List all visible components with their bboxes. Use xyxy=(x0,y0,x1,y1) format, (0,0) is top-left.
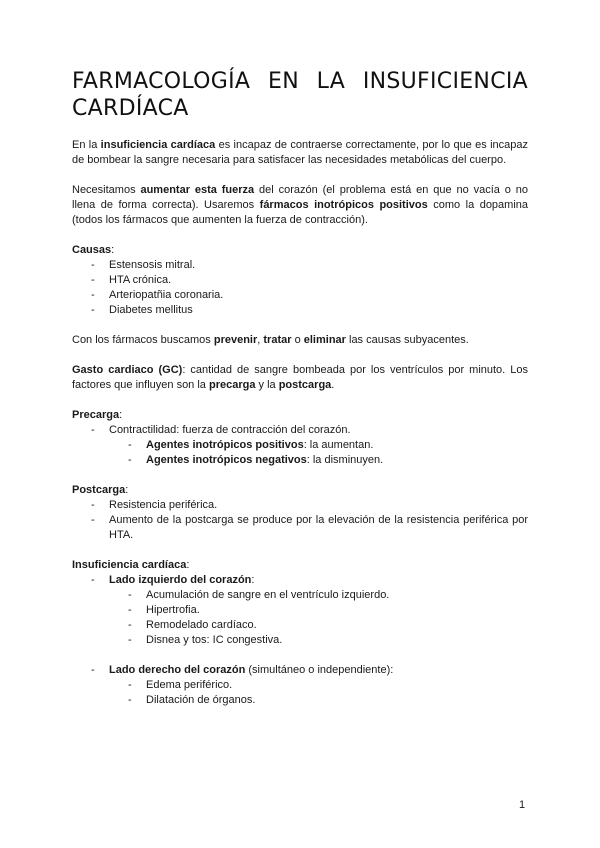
izquierdo-sublist xyxy=(109,588,528,648)
postcarga-heading-text: Postcarga xyxy=(72,484,126,496)
document-body xyxy=(72,138,528,708)
list-item-izquierdo xyxy=(72,573,528,663)
farmacos-paragraph xyxy=(72,333,528,348)
list-item: - Dilatación de órganos. xyxy=(72,693,528,708)
need-bold-d: fármacos inotrópicos positivos xyxy=(259,199,428,211)
need-text-a: Necesitamos xyxy=(72,184,141,196)
list-item: - Estensosis mitral. xyxy=(72,258,528,273)
list-item: - HTA crónica. xyxy=(72,273,528,288)
gasto-paragraph xyxy=(72,363,528,393)
izquierdo-colon: : xyxy=(251,574,255,586)
sub-text: : la disminuyen. xyxy=(306,454,384,466)
list-item: - Acumulación de sangre en el ventrículo izquierdo. xyxy=(72,588,528,603)
list-item: - Aumento de la postcarga se produce por la elevación de la resistencia periférica por HTA. xyxy=(72,513,528,543)
list-item: - Diabetes mellitus xyxy=(72,303,528,318)
farmacos-text-c: , xyxy=(257,334,264,346)
need-text-c: del corazón (el problema está en que no vacía o no llena de forma correcta). Usaremos xyxy=(72,184,529,211)
derecho-text: (simultáneo o independiente): xyxy=(245,664,394,676)
farmacos-text-e: o xyxy=(291,334,304,346)
intro-paragraph xyxy=(72,138,528,168)
causas-heading xyxy=(72,243,528,258)
gasto-bold-a: Gasto cardiaco (GC) xyxy=(72,364,183,376)
causas-list xyxy=(72,258,528,318)
farmacos-text-g: las causas subyacentes. xyxy=(345,334,469,346)
intro-text-end: es incapaz de contraerse correctamente, por lo que es incapaz de bombear la sangre necesaria para satisfacer las necesidades metabólicas del cuerpo. xyxy=(72,139,528,166)
precarga-heading-text: Precarga xyxy=(72,409,120,421)
postcarga-heading xyxy=(72,483,528,498)
insuficiencia-heading xyxy=(72,558,528,573)
precarga-list xyxy=(72,423,528,438)
insuficiencia-colon: : xyxy=(186,559,190,571)
sub-bold: Agentes inotrópicos negativos xyxy=(146,454,307,466)
need-bold-b: aumentar esta fuerza xyxy=(140,184,255,196)
postcarga-section xyxy=(72,483,528,543)
list-item: - Disnea y tos: IC congestiva. xyxy=(72,633,528,648)
list-item xyxy=(72,438,528,453)
derecho-label: Lado derecho del corazón xyxy=(109,664,246,676)
page-number: 1 xyxy=(519,799,526,811)
page-title: FARMACOLOGÍA EN LA INSUFICIENCIA CARDÍACA xyxy=(72,69,528,121)
izquierdo-label: Lado izquierdo del corazón xyxy=(109,574,252,586)
spacer xyxy=(109,648,528,663)
farmacos-bold-f: eliminar xyxy=(303,334,346,346)
farmacos-text-a: Con los fármacos buscamos xyxy=(72,334,214,346)
postcarga-colon: : xyxy=(125,484,129,496)
list-item: - Arteriopatñia coronaria. xyxy=(72,288,528,303)
gasto-text-f: . xyxy=(331,379,335,391)
insuficiencia-heading-text: Insuficiencia cardíaca xyxy=(72,559,187,571)
precarga-sublist xyxy=(72,438,528,468)
list-item: - Contractilidad: fuerza de contracción del corazón. xyxy=(72,423,528,438)
sub-bold: Agentes inotrópicos positivos xyxy=(146,439,304,451)
sub-text: : la aumentan. xyxy=(303,439,374,451)
causas-heading-text: Causas xyxy=(72,244,112,256)
need-text-e: como la dopamina (todos los fármacos que aumenten la fuerza de contracción). xyxy=(72,199,529,226)
list-item: - Resistencia periférica. xyxy=(72,498,528,513)
insuficiencia-list xyxy=(72,573,528,708)
postcarga-list xyxy=(72,498,528,543)
causas-section xyxy=(72,243,528,318)
insuficiencia-section xyxy=(72,558,528,708)
precarga-colon: : xyxy=(119,409,123,421)
farmacos-bold-d: tratar xyxy=(263,334,292,346)
farmacos-bold-b: prevenir xyxy=(213,334,258,346)
precarga-heading xyxy=(72,408,528,423)
intro-bold: insuficiencia cardíaca xyxy=(100,139,216,151)
list-item: - Hipertrofia. xyxy=(72,603,528,618)
causas-colon: : xyxy=(111,244,115,256)
intro-text: En la xyxy=(72,139,101,151)
list-item-derecho xyxy=(72,663,528,708)
list-item: - Edema periférico. xyxy=(72,678,528,693)
gasto-bold-c: precarga xyxy=(208,379,256,391)
list-item: - Remodelado cardíaco. xyxy=(72,618,528,633)
gasto-text-d: y la xyxy=(255,379,279,391)
gasto-text-b: : cantidad de sangre bombeada por los ventrículos por minuto. Los factores que influyen son la xyxy=(72,364,528,391)
list-item xyxy=(72,453,528,468)
need-paragraph xyxy=(72,183,528,228)
precarga-section xyxy=(72,408,528,468)
gasto-bold-e: postcarga xyxy=(278,379,332,391)
derecho-sublist xyxy=(109,678,528,708)
